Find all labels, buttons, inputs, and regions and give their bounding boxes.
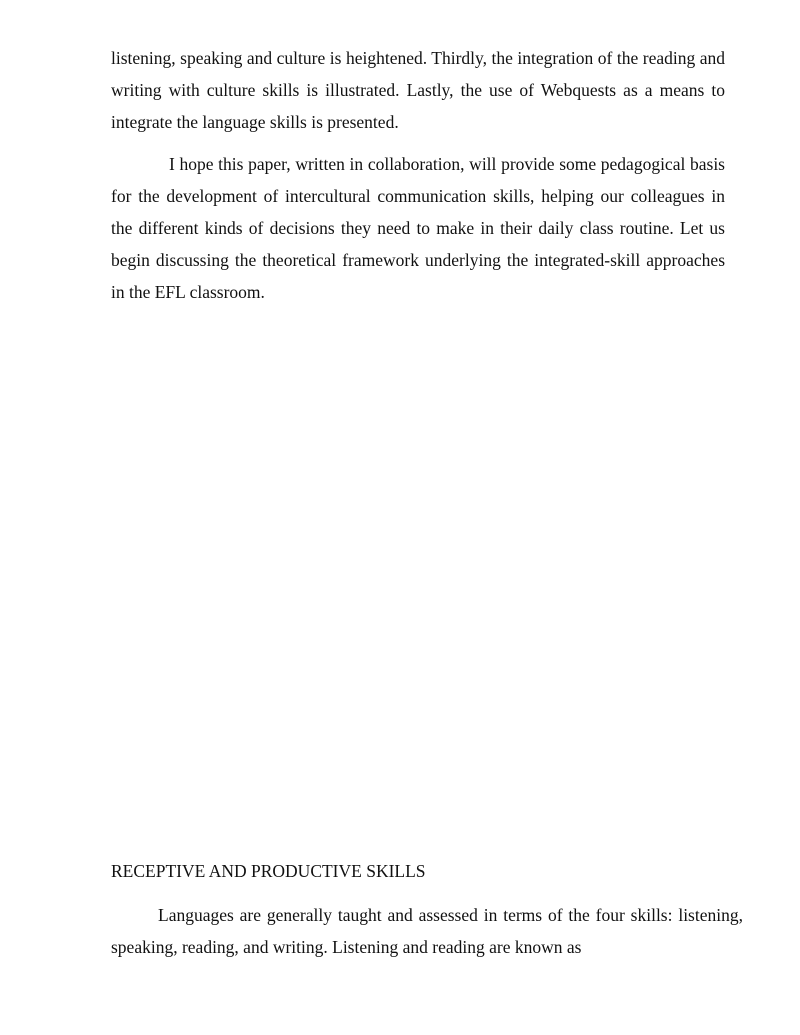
- body-paragraph-hope: I hope this paper, written in collaboration, will provide some pedagogical basis for the development of intercultural communication skills, helping our colleagues in the different kinds of decisions they need to make in their daily class routine. Let us begin discussing the theoretical framework underlying the integrated-skill approaches in the EFL classroom.: [111, 154, 725, 302]
- body-paragraph-skills: Languages are generally taught and assessed in terms of the four skills: listening, speaking, reading, and writing. Listening and reading are known as: [111, 905, 743, 957]
- body-paragraph-intro-continuation: listening, speaking and culture is heightened. Thirdly, the integration of the reading and writing with culture skills is illustrated. Lastly, the use of Webquests as a means to integrate the language skills is presented.: [111, 48, 725, 132]
- section-heading: RECEPTIVE AND PRODUCTIVE SKILLS: [111, 861, 426, 881]
